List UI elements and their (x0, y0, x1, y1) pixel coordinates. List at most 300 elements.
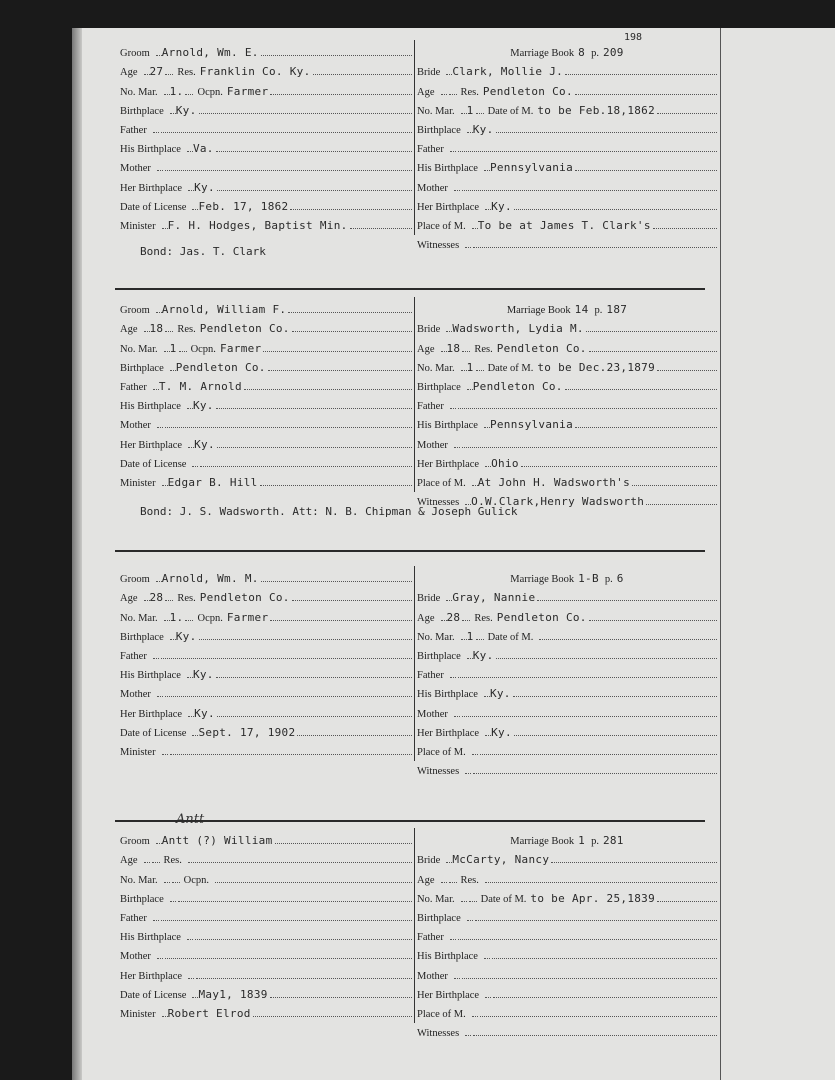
place-of-marriage (417, 470, 717, 489)
bride-mother (417, 962, 717, 981)
dotted-rule (450, 938, 456, 940)
groom-name-value: Arnold, Wm. M. (161, 572, 259, 586)
dotted-rule (480, 1015, 717, 1017)
bride-name (417, 59, 717, 78)
bride-name-value: McCarty, Nancy (452, 853, 550, 867)
dotted-rule (270, 93, 412, 95)
dotted-rule (172, 881, 180, 883)
page-number: 209 (602, 46, 624, 60)
dotted-rule (217, 446, 412, 448)
bride-no-mar-value: 1 (466, 360, 474, 374)
groom-mother (120, 943, 412, 962)
groom-father-label: Father (120, 912, 147, 924)
marriage-book-ref (417, 297, 717, 316)
place-of-marriage-label: Place of M. (417, 220, 466, 232)
groom-residence-label: Res. (177, 67, 196, 79)
groom-mother-label: Mother (120, 163, 151, 175)
witnesses (417, 1020, 717, 1039)
bride-father-birthplace-value: Pennsylvania (489, 418, 574, 432)
dotted-rule (485, 881, 717, 883)
groom-occupation-label: Ocpn. (197, 612, 223, 624)
bride-age-value: 18 (446, 341, 461, 355)
place-of-marriage-label: Place of M. (417, 746, 466, 758)
dotted-rule (458, 407, 717, 409)
bride-mother (417, 700, 717, 719)
bride-birthplace-label: Birthplace (417, 912, 461, 924)
dotted-rule (575, 169, 717, 171)
groom-residence-label: Res. (177, 593, 196, 605)
groom-birthplace-label: Birthplace (120, 631, 164, 643)
dotted-rule (288, 311, 412, 313)
bride-birthplace (417, 643, 717, 662)
bride-no-mar-value: 1 (466, 103, 474, 117)
bride-mother-birthplace-label: Her Birthplace (417, 201, 480, 213)
bride-column (417, 40, 717, 251)
marriage-book-ref (417, 40, 717, 59)
date-of-marriage-label: Date of M. (487, 362, 534, 374)
groom-no-mar-label: No. Mar. (120, 874, 158, 886)
bride-age (417, 78, 717, 97)
bride-birthplace-label: Birthplace (417, 124, 461, 136)
bride-name (417, 316, 717, 335)
groom-birthplace-value: Ky. (175, 103, 197, 117)
dotted-rule (179, 350, 187, 352)
dotted-rule (514, 208, 717, 210)
groom-occupation-label: Ocpn. (190, 343, 216, 355)
dotted-rule (144, 861, 150, 863)
marriage-book-ref (417, 828, 717, 847)
groom-name (120, 566, 412, 585)
groom-name (120, 297, 412, 316)
minister-label: Minister (120, 746, 156, 758)
groom-mother-birthplace-label: Her Birthplace (120, 182, 183, 194)
bride-mother-birthplace (417, 720, 717, 739)
bride-father (417, 662, 717, 681)
page-number: 281 (602, 834, 624, 848)
dotted-rule (465, 1034, 471, 1036)
dotted-rule (165, 599, 173, 601)
dotted-rule (473, 1034, 717, 1036)
groom-father (120, 374, 412, 393)
dotted-rule (493, 996, 717, 998)
bride-age-label: Age (417, 612, 435, 624)
date-of-license-label: Date of License (120, 989, 187, 1001)
dotted-rule (454, 446, 460, 448)
groom-occupation-value: Farmer (226, 610, 269, 624)
dotted-rule (449, 93, 457, 95)
groom-age-value: 28 (149, 591, 164, 605)
dotted-rule (589, 619, 717, 621)
dotted-rule (537, 599, 717, 601)
dotted-rule (441, 881, 447, 883)
groom-column (120, 566, 412, 758)
bride-mother-birthplace-label: Her Birthplace (417, 727, 480, 739)
groom-father-birthplace (120, 393, 412, 412)
marriage-book-number: 1-B (578, 572, 599, 586)
dotted-rule (462, 350, 470, 352)
place-of-marriage (417, 739, 717, 758)
groom-mother-birthplace-value: Ky. (194, 437, 215, 451)
groom-age (120, 59, 412, 78)
bride-no-mar (417, 98, 717, 117)
minister-label: Minister (120, 220, 156, 232)
dotted-rule (521, 465, 717, 467)
bride-father-birthplace (417, 943, 717, 962)
bride-name-value: Wadsworth, Lydia M. (452, 322, 584, 336)
column-divider (414, 828, 415, 1023)
dotted-rule (200, 465, 412, 467)
place-of-marriage-label: Place of M. (417, 477, 466, 489)
bride-residence-value: Pendleton Co. (482, 84, 573, 98)
dotted-rule (465, 246, 471, 248)
groom-no-mar (120, 604, 412, 623)
dotted-rule (199, 112, 412, 114)
bride-father-birthplace-label: His Birthplace (417, 163, 478, 175)
groom-father-birthplace-value: Ky. (192, 668, 214, 682)
dotted-rule (496, 131, 717, 133)
bride-mother-birthplace (417, 982, 717, 1001)
bride-no-mar (417, 624, 717, 643)
dotted-rule (157, 695, 163, 697)
dotted-rule (467, 919, 473, 921)
groom-age-label: Age (120, 593, 138, 605)
marriage-book-number: 1 (578, 834, 586, 848)
groom-mother-birthplace-value: Ky. (194, 180, 215, 194)
dotted-rule (216, 150, 412, 152)
groom-no-mar-label: No. Mar. (120, 612, 158, 624)
minister (120, 1001, 412, 1020)
dotted-rule (586, 330, 717, 332)
minister-label: Minister (120, 1008, 156, 1020)
minister (120, 470, 412, 489)
groom-age-label: Age (120, 67, 138, 79)
dotted-rule (472, 1015, 478, 1017)
dotted-rule (261, 54, 412, 56)
witnesses-label: Witnesses (417, 240, 460, 252)
bride-no-mar-label: No. Mar. (417, 893, 455, 905)
groom-name-label: Groom (120, 48, 150, 60)
dotted-rule (458, 938, 717, 940)
bride-name (417, 847, 717, 866)
dotted-rule (162, 753, 168, 755)
groom-father-value: T. M. Arnold (158, 379, 242, 393)
dotted-rule (188, 977, 194, 979)
dotted-rule (152, 861, 160, 863)
bride-father-birthplace (417, 412, 717, 431)
bride-father-label: Father (417, 144, 444, 156)
dotted-rule (513, 695, 717, 697)
bride-mother-birthplace-value: Ohio (491, 456, 519, 470)
column-divider (414, 297, 415, 492)
page-label: p. (591, 48, 599, 60)
dotted-rule (632, 484, 717, 486)
groom-mother-birthplace-label: Her Birthplace (120, 439, 183, 451)
groom-father (120, 905, 412, 924)
bride-no-mar (417, 886, 717, 905)
bride-mother (417, 174, 717, 193)
dotted-rule (217, 715, 412, 717)
dotted-rule (187, 938, 193, 940)
groom-birthplace (120, 886, 412, 905)
dotted-rule (458, 150, 717, 152)
bride-age-value: 28 (446, 610, 461, 624)
groom-birthplace-label: Birthplace (120, 893, 164, 905)
groom-name-value: Arnold, William F. (161, 303, 287, 317)
bride-mother-label: Mother (417, 182, 448, 194)
page-edge (72, 28, 82, 1080)
groom-age-label: Age (120, 855, 138, 867)
bride-father-label: Father (417, 401, 444, 413)
witnesses-value: O.W.Clark,Henry Wadsworth (471, 495, 645, 509)
bride-name-value: Clark, Mollie J. (452, 65, 564, 79)
dotted-rule (165, 73, 173, 75)
marriage-book-number: 14 (574, 303, 589, 317)
dotted-rule (195, 938, 412, 940)
bride-father-birthplace-label: His Birthplace (417, 689, 478, 701)
page-label: p. (594, 305, 603, 317)
bride-column (417, 828, 717, 1039)
dotted-rule (589, 350, 717, 352)
date-of-license-value: May1, 1839 (198, 987, 268, 1001)
bride-name-label: Bride (417, 855, 441, 867)
date-of-marriage-label: Date of M. (480, 893, 527, 905)
dotted-rule (551, 861, 717, 863)
witnesses (417, 232, 717, 251)
bride-mother (417, 431, 717, 450)
dotted-rule (492, 957, 717, 959)
groom-residence-label: Res. (163, 855, 182, 867)
marriage-book-label: Marriage Book (510, 48, 575, 60)
witnesses-label: Witnesses (417, 497, 460, 509)
groom-mother-birthplace-label: Her Birthplace (120, 708, 183, 720)
dotted-rule (441, 93, 447, 95)
marriage-book-label: Marriage Book (510, 574, 575, 586)
dotted-rule (462, 715, 717, 717)
dotted-rule (196, 977, 412, 979)
groom-mother-label: Mother (120, 420, 151, 432)
dotted-rule (475, 919, 717, 921)
dotted-rule (216, 676, 412, 678)
dotted-rule (263, 350, 412, 352)
date-of-license (120, 194, 412, 213)
minister (120, 213, 412, 232)
dotted-rule (450, 676, 456, 678)
marriage-book-label: Marriage Book (506, 305, 571, 317)
bride-no-mar-value: 1 (466, 629, 474, 643)
date-of-marriage-value: to be Dec.23,1879 (537, 360, 656, 374)
dotted-rule (476, 369, 484, 371)
minister-value: Edgar B. Hill (167, 475, 258, 489)
groom-father-label: Father (120, 124, 147, 136)
date-of-license (120, 720, 412, 739)
dotted-rule (480, 753, 717, 755)
bride-father-birthplace-label: His Birthplace (417, 951, 478, 963)
bride-mother-birthplace (417, 451, 717, 470)
dotted-rule (484, 957, 490, 959)
dotted-rule (165, 169, 412, 171)
bride-no-mar-label: No. Mar. (417, 362, 455, 374)
groom-no-mar-label: No. Mar. (120, 343, 158, 355)
groom-name-label: Groom (120, 305, 150, 317)
groom-mother-label: Mother (120, 689, 151, 701)
bride-father-label: Father (417, 932, 444, 944)
bride-age (417, 335, 717, 354)
dotted-rule (313, 73, 413, 75)
marriage-book-number: 8 (578, 46, 586, 60)
marriage-book-ref (417, 566, 717, 585)
date-of-marriage-value: to be Apr. 25,1839 (530, 891, 656, 905)
dotted-rule (565, 73, 717, 75)
groom-residence-label: Res. (177, 324, 196, 336)
bride-name-label: Bride (417, 324, 441, 336)
groom-mother-birthplace-label: Her Birthplace (120, 970, 183, 982)
groom-no-mar-value: 1. (169, 610, 184, 624)
groom-father-birthplace-value: Ky. (192, 399, 214, 413)
date-of-marriage-value: to be Feb.18,1862 (537, 103, 656, 117)
dotted-rule (454, 977, 460, 979)
dotted-rule (496, 657, 717, 659)
page-number: 6 (616, 572, 624, 586)
bride-age-label: Age (417, 874, 435, 886)
date-of-marriage-label: Date of M. (487, 105, 534, 117)
dotted-rule (244, 388, 412, 390)
bride-no-mar (417, 355, 717, 374)
bride-name (417, 585, 717, 604)
groom-age (120, 847, 412, 866)
bride-column (417, 297, 717, 508)
bride-mother-birthplace-value: Ky. (491, 725, 512, 739)
dotted-rule (215, 881, 412, 883)
witnesses-label: Witnesses (417, 1028, 460, 1040)
dotted-rule (462, 189, 717, 191)
dotted-rule (217, 189, 412, 191)
place-of-marriage-label: Place of M. (417, 1008, 466, 1020)
dotted-rule (188, 861, 412, 863)
dotted-rule (575, 426, 717, 428)
groom-residence-value: Pendleton Co. (199, 591, 290, 605)
groom-father-birthplace-label: His Birthplace (120, 144, 181, 156)
bride-residence-label: Res. (474, 612, 493, 624)
groom-birthplace (120, 98, 412, 117)
bride-birthplace (417, 117, 717, 136)
bride-father-birthplace (417, 681, 717, 700)
dotted-rule (449, 881, 457, 883)
dotted-rule (454, 189, 460, 191)
dotted-rule (350, 227, 412, 229)
bride-mother-birthplace-value: Ky. (491, 199, 512, 213)
bride-mother-birthplace-label: Her Birthplace (417, 989, 480, 1001)
groom-mother (120, 412, 412, 431)
dotted-rule (476, 112, 484, 114)
groom-birthplace (120, 355, 412, 374)
dotted-rule (485, 996, 491, 998)
dotted-rule (165, 957, 412, 959)
groom-mother-birthplace (120, 174, 412, 193)
groom-birthplace-label: Birthplace (120, 105, 164, 117)
bride-father-birthplace-value: Ky. (489, 687, 511, 701)
dotted-rule (565, 388, 717, 390)
dotted-rule (185, 93, 193, 95)
groom-residence-value: Pendleton Co. (199, 322, 290, 336)
groom-mother (120, 155, 412, 174)
groom-name-label: Groom (120, 836, 150, 848)
witnesses (417, 758, 717, 777)
groom-mother-birthplace-value: Ky. (194, 706, 215, 720)
dotted-rule (539, 638, 717, 640)
bond-note: Bond: Jas. T. Clark (140, 245, 266, 258)
bride-father-birthplace-label: His Birthplace (417, 420, 478, 432)
dotted-rule (297, 734, 412, 736)
witnesses-label: Witnesses (417, 766, 460, 778)
groom-occupation-value: Farmer (219, 341, 262, 355)
dotted-rule (473, 246, 717, 248)
dotted-rule (469, 900, 477, 902)
minister (120, 739, 412, 758)
groom-occupation-label: Ocpn. (183, 874, 209, 886)
dotted-rule (260, 484, 412, 486)
record-separator (115, 820, 705, 822)
place-of-marriage (417, 1001, 717, 1020)
dotted-rule (261, 580, 412, 582)
dotted-rule (157, 169, 163, 171)
dotted-rule (472, 753, 478, 755)
bride-birthplace-value: Ky. (472, 648, 494, 662)
bride-father (417, 136, 717, 155)
groom-mother-label: Mother (120, 951, 151, 963)
dotted-rule (462, 977, 717, 979)
dotted-rule (458, 676, 717, 678)
bride-birthplace-value: Pendleton Co. (472, 379, 563, 393)
bride-father (417, 393, 717, 412)
bride-mother-label: Mother (417, 708, 448, 720)
bride-column (417, 566, 717, 777)
bride-residence-value: Pendleton Co. (496, 341, 587, 355)
groom-occupation-value: Farmer (226, 84, 269, 98)
date-of-license-label: Date of License (120, 727, 187, 739)
groom-mother-birthplace (120, 431, 412, 450)
groom-father (120, 643, 412, 662)
groom-name-label: Groom (120, 574, 150, 586)
groom-column (120, 297, 412, 489)
groom-father-birthplace (120, 662, 412, 681)
column-divider (414, 40, 415, 235)
bride-name-label: Bride (417, 67, 441, 79)
groom-name-value: Arnold, Wm. E. (161, 46, 259, 60)
groom-father-birthplace (120, 136, 412, 155)
bride-residence-label: Res. (474, 343, 493, 355)
groom-age-value: 27 (149, 65, 164, 79)
dotted-rule (185, 619, 193, 621)
minister-value: Robert Elrod (167, 1006, 251, 1020)
dotted-rule (253, 1015, 412, 1017)
bride-age (417, 866, 717, 885)
dotted-rule (153, 131, 159, 133)
groom-no-mar-value: 1 (169, 341, 177, 355)
groom-name (120, 40, 412, 59)
dotted-rule (473, 772, 717, 774)
groom-father-label: Father (120, 650, 147, 662)
groom-father-birthplace-label: His Birthplace (120, 932, 181, 944)
bride-residence-label: Res. (460, 874, 479, 886)
bride-residence-value: Pendleton Co. (496, 610, 587, 624)
page-label: p. (604, 574, 613, 586)
bride-residence-label: Res. (460, 86, 479, 98)
dotted-rule (216, 407, 412, 409)
dotted-rule (199, 638, 412, 640)
dotted-rule (657, 900, 717, 902)
groom-column (120, 40, 412, 232)
groom-father (120, 117, 412, 136)
